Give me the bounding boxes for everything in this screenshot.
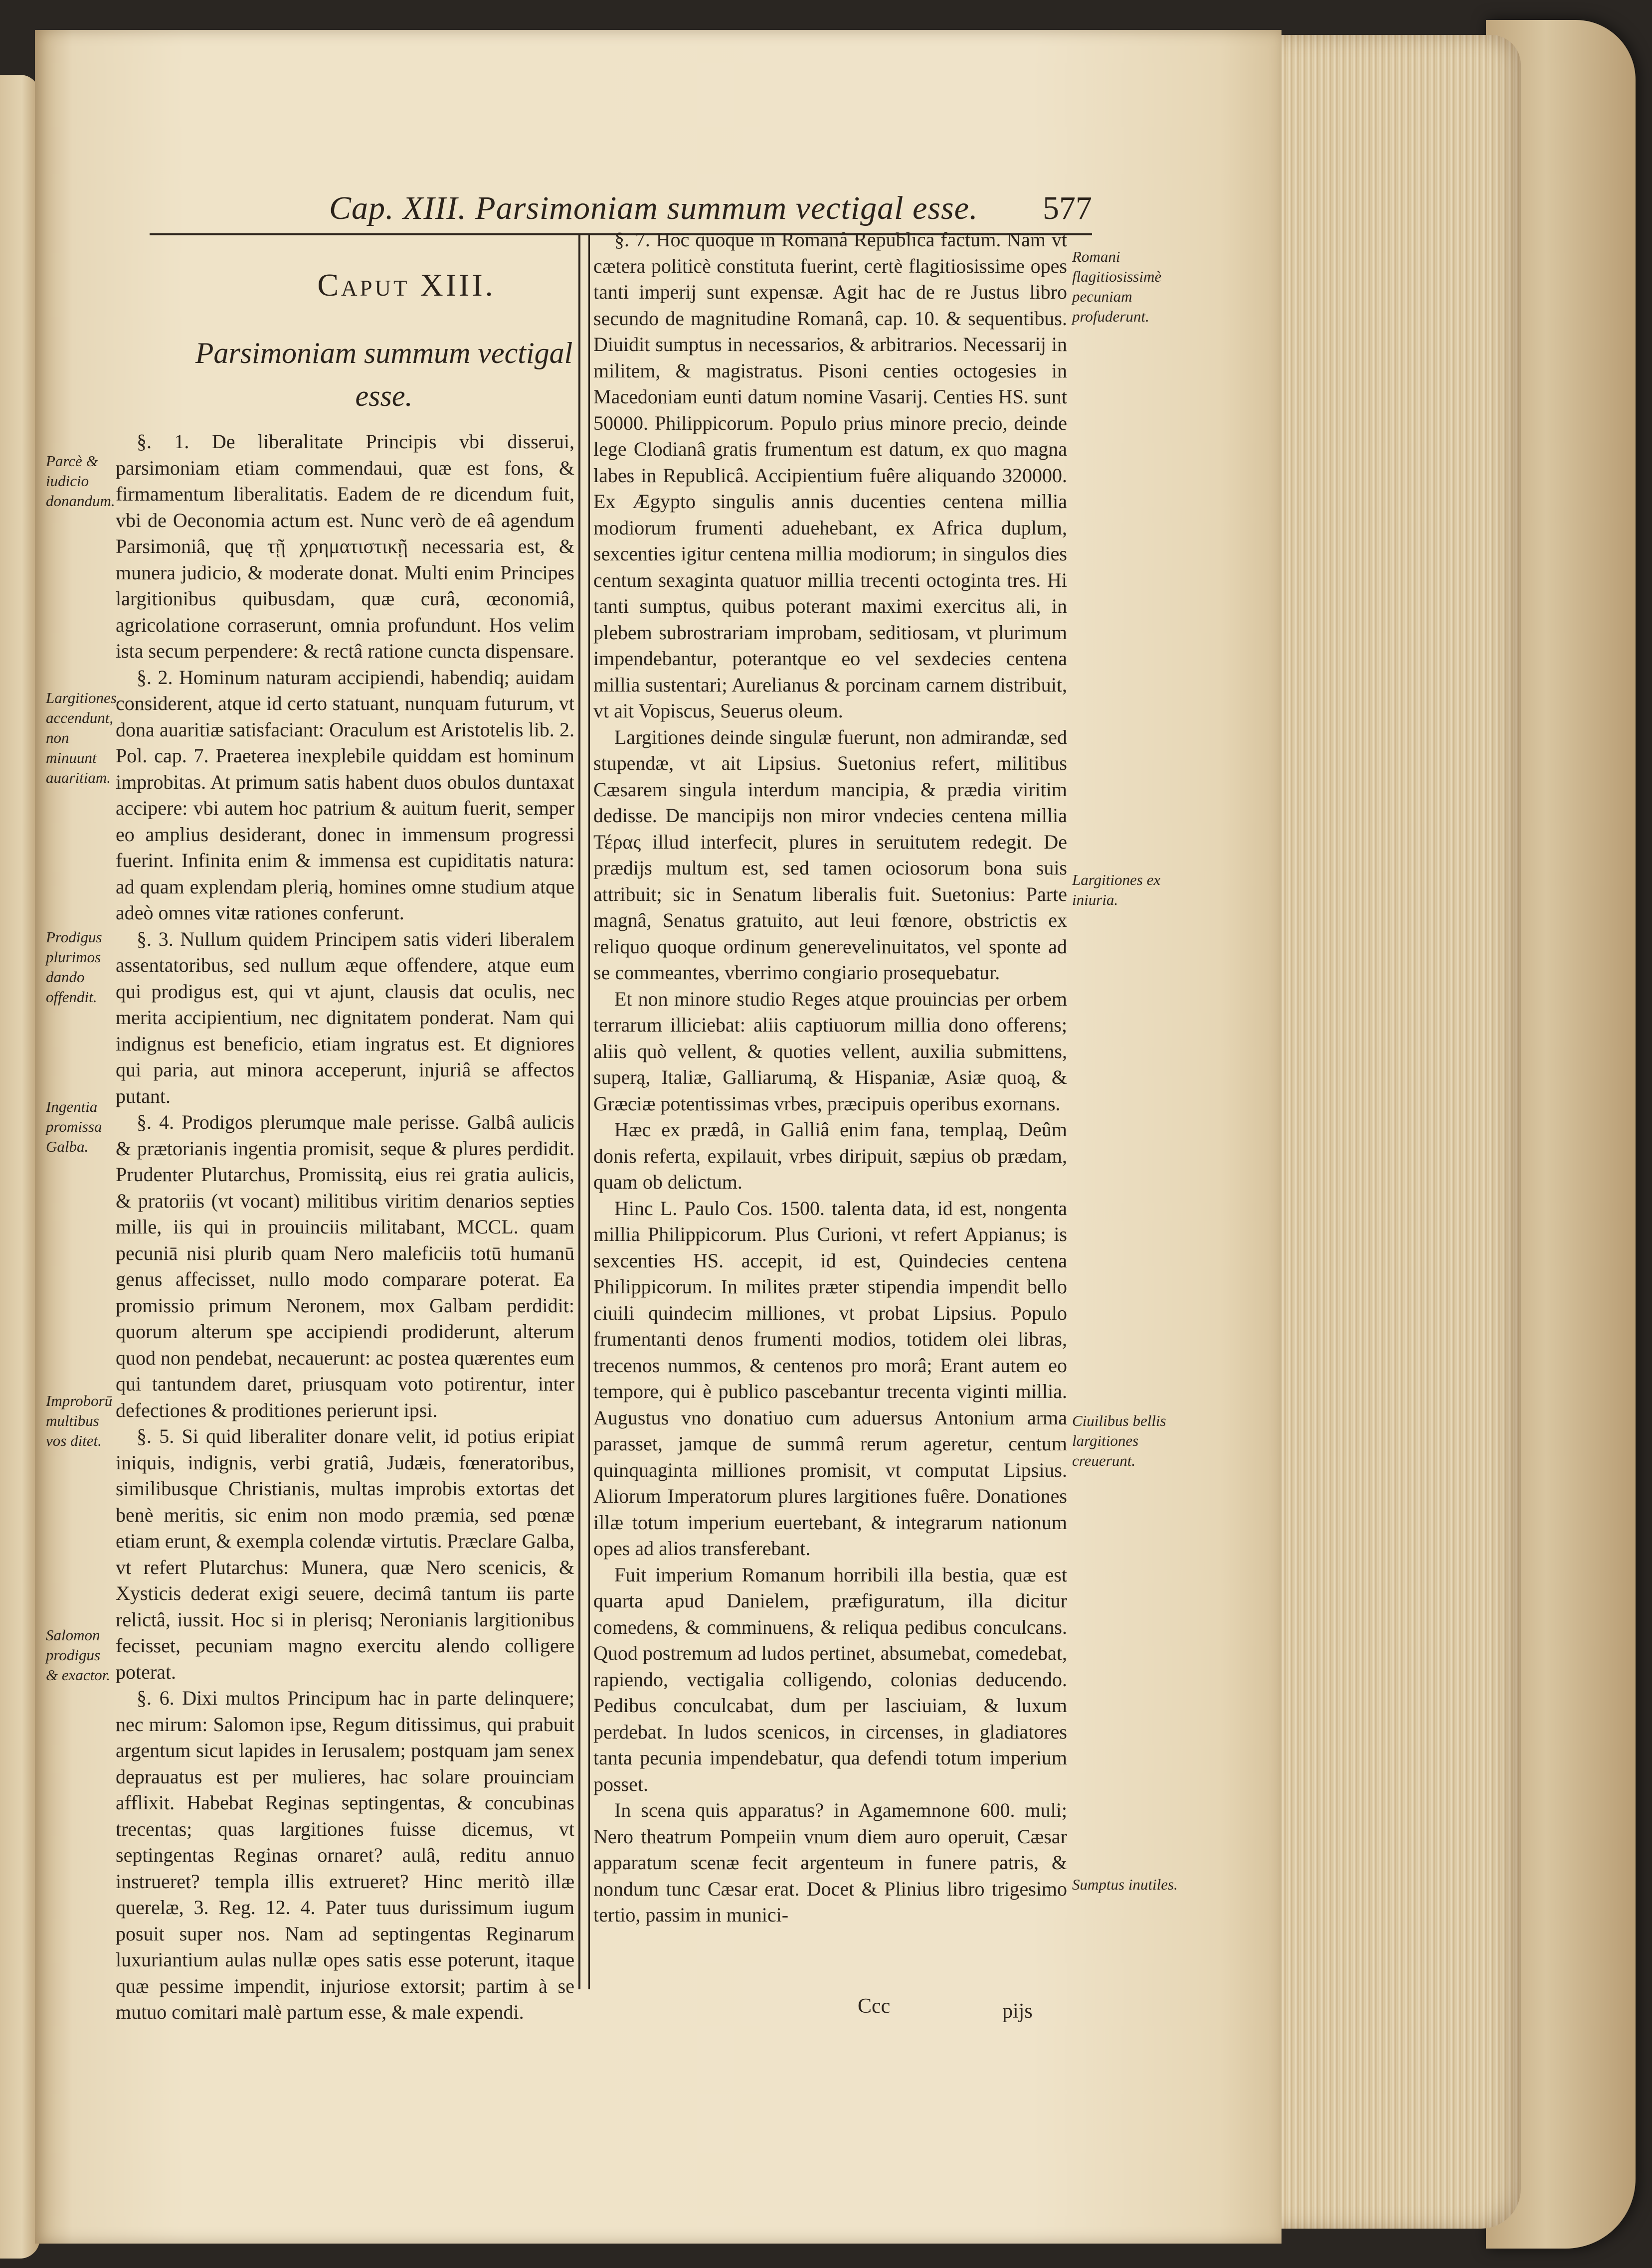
paragraph: §. 3. Nullum quidem Principem satis videri liberalem assentatoribus, sed nullum æque offendere, atque eum qui prodigus est, qui vt ajunt, clausis dat oculis, nec merita accipientium, nec dignitatem ponderat. Nam qui indignus est beneficio, etiam ingratus est. Et digniores qui paria, aut minora acceperunt, injuriâ se affectos putant. xyxy=(116,927,574,1107)
chapter-subtitle: Parsimoniam summum vectigal esse. xyxy=(195,337,573,412)
margin-note: Salomon prodigus & exactor. xyxy=(46,1626,111,1684)
margin-note: Largitiones accendunt, non minuunt auaritiam. xyxy=(46,689,117,786)
column-rule-left xyxy=(578,234,580,1989)
paragraph: Fuit imperium Romanum horribili illa bestia, quæ est quarta apud Danielem, præfiguratum, illa dicitur comedens, & comminuens, & reliqua pedibus conculcans. Quod postremum ad ludos pertinet, absumebat, comedebat, rapiendo, vectigalia colligendo, colonias deducendo. Pedibus conculcabat, dum per lasciuiam, & luxum perdebat. In ludos scenicos, in circenses, in gladiatores tanta pecunia impendebatur, qua defendi totum imperium posset. xyxy=(593,1563,1067,1795)
margin-note: Ciuilibus bellis largitiones creuerunt. xyxy=(1072,1412,1166,1469)
paragraph: §. 6. Dixi multos Principum hac in parte delinquere; nec mirum: Salomon ipse, Regum ditissimus, qui prabuit argentum sicut lapides in Ierusalem; postquam jam senex deprauatus est per mulieres, hac solare prouinciam afflixit. Habebat Reginas septingentas, & concubinas trecentas; quas largitiones fuisse dicemus, vt septingentas Reginas ornaret? aulâ, reditu annuo instrueret? templa illis extrueret? Hinc meritò illæ querelæ, 3. Reg. 12. 4. Pater tuus durissimum iugum posuit super nos. Nam ad septingentas Reginarum luxuriantium aulas nullæ opes satis esse poterunt, itaque quæ pessime impendit, injuriose extorsit; partim à se mutuo comitari malè partum esse, & male expendi. xyxy=(116,1687,574,2023)
paragraph: Hinc L. Paulo Cos. 1500. talenta data, id est, nongenta millia Philippicorum. Plus Curioni, vt refert Appianus; is sexcenties HS. accepit, id est, Quindecies centena Philippicorum. In milites præter stipendia impendit bello ciuili quindecim milliones, vt probat Lipsius. Populo frumentanti denos frumenti modios, totidem olei libras, trecenos nummos, & centenos pro morâ; Erant autem eo tempore, qui è publico pascebantur trecenta viginti millia. Augustus vno donatiuo cum aduersus Antonium arma parasset, jamque de summâ rerum ageretur, centum quinquaginta milliones promisit, vt computat Lipsius. Aliorum Imperatorum plures largitiones fuêre. Donationes illæ totum imperium euertebant, & integrarum nationum opes ad alios transferebant. xyxy=(593,1197,1067,1560)
right-text-column xyxy=(593,227,1067,1928)
page-fore-edge xyxy=(1242,35,1521,2229)
margin-note: Ingentia promissa Galba. xyxy=(46,1098,102,1155)
margin-note: Largitiones ex iniuria. xyxy=(1072,871,1161,908)
signature-mark: Ccc xyxy=(858,1995,891,2018)
margin-note: Improborū multibus vos ditet. xyxy=(46,1392,113,1449)
margin-note: Prodigus plurimos dando offendit. xyxy=(46,928,102,1006)
page-number: 577 xyxy=(1043,190,1092,226)
margin-note: Parcè & iudicio donandum. xyxy=(46,452,115,510)
paragraph: Largitiones deinde singulæ fuerunt, non admirandæ, sed stupendæ, vt ait Lipsius. Suetonius refert, militibus Cæsarem singula interdum mancipia, & prædia viritim dedisse. De mancipijs non miror vndecies centena millia Τέρας illud interfecit, plures in seruitutem redegit. De prædijs multum est, sed tamen ociosorum bona suis attribuit; sic in Senatum liberalis fuit. Suetonius: Parte magnâ, Senatus gratuito, aut leui fœnore, obstrictis ex reliquo quoque ordinum generevelinuitatos, vel sponte ad se commeantes, vberrimo congiario prosequebatur. xyxy=(593,725,1067,984)
margin-note: Romani flagitiosissimè pecuniam profuderunt. xyxy=(1072,248,1162,325)
column-rule-right xyxy=(588,234,590,1989)
paragraph: §. 4. Prodigos plerumque male perisse. Galbâ aulicis & prætorianis ingentia promisit, seque & plures perdidit. Prudenter Plutarchus, Promissitą, eius rei gratia aulicis, & pratoriis (vt vocant) militibus viritim denarios septies mille, iis qui in prouinciis militabant, MCCL. quam pecuniā nisi plurib quam Nero maleficiis totū humanū genus affecisset, nullo modo comparare poterat. Ea promissio primum Neronem, mox Galbam perdidit: quorum alterum spe accipiendi prodiderunt, alterum quod non pendebat, necauerunt: ac postea quærentes eum qui tantundem daret, priusquam voto potirentur, inter defectiones & proditiones perierunt ipsi. xyxy=(116,1111,574,1421)
paragraph: §. 7. Hoc quoque in Romanâ Republica factum. Nam vt cætera politicè constituta fuerint, certè flagitiosissime opes tanti imperij sunt expensæ. Agit hac de re Justus libro secundo de magnitudine Romanâ, cap. 10. & sequentibus. Diuidit sumptus in necessarios, & arbitrarios. Necessarij in militem, & magistratus. Pisoni centies octogesies in Macedoniam eunti datum nomine Vasarij. Centies HS. sunt 50000. Philippicorum. Populo prius minore precio, deinde lege Clodianâ gratis frumentum est datum, ex quo magna labes in Republicâ. Accipientium fuêre aliquando 320000. Ex Ægypto singulis annis ducenties centena millia modiorum frumenti aduehebant, ex Africa duplum, sexcenties igitur centena millia modiorum; in singulos dies centum sexaginta quatuor millia trecenti octoginta tres. Hi tanti sumptus, quibus poterant maximi exercitus ali, in plebem subrostrariam improbam, seditiosam, vt plurimum impendebantur, poterantque eo vel sexdecies centena millia sustentari; Aurelianus & porcinam carnem distribuit, vt ait Vopiscus, Seuerus oleum. xyxy=(593,228,1067,722)
paragraph: §. 5. Si quid liberaliter donare velit, id potius eripiat iniquis, indignis, verbi gratiâ, Judæis, fœneratoribus, similibusque Christianis, multas improbis extortas det benè meritis, sic enim non modo præmia, sed pœnæ etiam erunt, & exempla colendæ virtutis. Præclare Galba, vt refert Plutarchus: Munera, quæ Nero scenicis, & Xysticis dederat exigi seuere, decimâ tantum iis parte relictâ, iussit. Hoc si in plerisq; Neronianis largitionibus fecisset, pecuniam magno exercitu alendo colligere poterat. xyxy=(116,1425,574,1683)
paragraph: In scena quis apparatus? in Agamemnone 600. muli; Nero theatrum Pompeiin vnum diem auro operuit, Cæsar apparatum scenæ fecit argenteum in funere patris, & nondum tunc Cæsar erat. Docet & Plinius libro trigesimo tertio, passim in munici- xyxy=(593,1799,1067,1926)
left-text-column xyxy=(116,429,574,2026)
paragraph: §. 2. Hominum naturam accipiendi, habendiq; auidam considerent, atque id certo statuant, nunquam futurum, vt dona auaritiæ satisfaciant: Oraculum est Aristotelis lib. 2. Pol. cap. 7. Praeterea inexplebile quiddam est hominum improbitas. At primum satis habent duos obulos duntaxat accipere: vbi autem hoc patrium & auitum fuerit, semper eo amplius desiderant, donec in immensum progressi fuerint. Infinita enim & immensa est cupiditatis natura: ad quam explendam plerią, homines omne studium atque adeò omnes vitæ rationes conferunt. xyxy=(116,666,574,924)
paragraph: Hæc ex prædâ, in Galliâ enim fana, templaą, Deûm donis referta, expilauit, vrbes diripuit, sæpius ob prædam, quam ob delictum. xyxy=(593,1118,1067,1193)
paragraph: Et non minore studio Reges atque prouincias per orbem terrarum illiciebat: aliis captiuorum millia dono offerens; aliis quò vellent, & quoties vellent, auxilia submittens, superą, Italiæ, Galliarumą, & Hispaniæ, Asiæ quoą, & Græciæ potentissimas vrbes, præcipuis operibus exornans. xyxy=(593,987,1067,1115)
paragraph: §. 1. De liberalitate Principis vbi disserui, parsimoniam etiam commendaui, quæ est fons, & firmamentum liberalitatis. Eadem de re dicendum fuit, vbi de Oeconomia actum est. Nunc verò de eâ agendum Parsimoniâ, quę τῇ χρηματιστικῇ necessaria est, & munera judicio, & moderate donat. Multi enim Principes largitionibus quibusdam, quæ curâ, œconomiâ, agricolatione corraserunt, omnia profundunt. Hos velim ista secum perpendere: & rectâ ratione cuncta dispensare. xyxy=(116,430,574,662)
margin-note: Sumptus inutiles. xyxy=(1072,1876,1178,1893)
running-head-title: Cap. XIII. Parsimoniam summum vectigal esse. xyxy=(329,190,978,226)
previous-page-edge xyxy=(0,75,40,2259)
chapter-heading: Caput XIII. xyxy=(317,267,496,303)
catchword: pijs xyxy=(1002,2000,1033,2023)
